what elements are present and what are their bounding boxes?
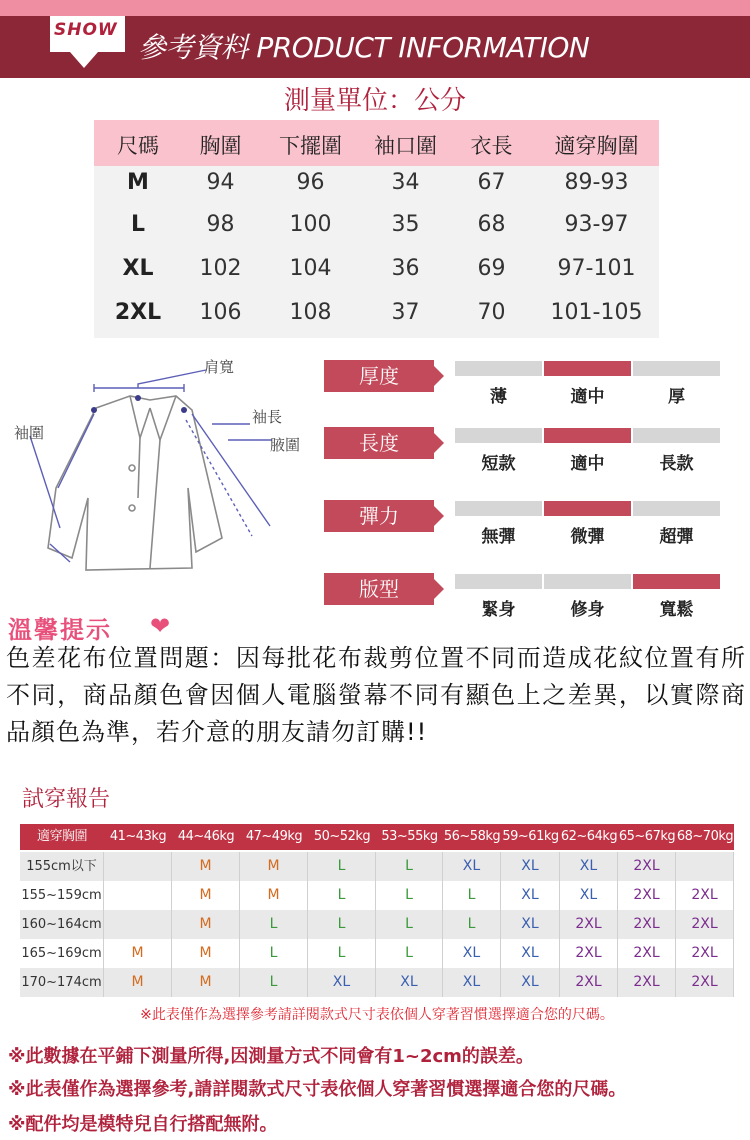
fit-report-row (20, 910, 734, 939)
attribute-label: 長度 (324, 427, 434, 459)
fit-report-size: 2XL (560, 968, 618, 997)
fit-report-size (104, 881, 172, 910)
fit-report-size: L (376, 852, 443, 881)
fit-report-header-cell: 41~43kg (109, 829, 167, 844)
size-value: 102 (199, 256, 242, 281)
fit-report-title: 試穿報告 (22, 787, 111, 812)
size-value: 96 (296, 170, 325, 195)
fit-report-header-cell: 62~64kg (560, 829, 618, 844)
attribute-option: 適中 (570, 387, 605, 407)
fit-report-size (676, 852, 734, 881)
footnote-3: ※配件均是模特兒自行搭配無附。 (8, 1114, 278, 1135)
attribute-option: 短款 (481, 454, 516, 474)
fit-report-size: M (104, 939, 172, 968)
size-table (94, 120, 659, 338)
size-label: M (127, 170, 149, 195)
size-value: 70 (477, 300, 506, 325)
size-value: 37 (391, 300, 420, 325)
size-label: XL (122, 256, 154, 281)
fit-report-size: L (443, 910, 501, 939)
fit-report-size: L (240, 968, 308, 997)
fit-report-header-cell: 65~67kg (618, 829, 676, 844)
attribute-label: 版型 (324, 573, 434, 605)
attribute-option: 緊身 (481, 600, 516, 620)
page-title: 參考資料 PRODUCT INFORMATION (138, 31, 590, 64)
fit-report-size: XL (376, 968, 443, 997)
fit-report-note: ※此表僅作為選擇參考請詳閱款式尺寸表依個人穿著習慣選擇適合您的尺碼。 (140, 1007, 614, 1023)
fit-report-size: XL (560, 881, 618, 910)
unit-caption: 測量單位：公分 (283, 86, 466, 116)
footnote-1: ※此數據在平鋪下測量所得,因測量方式不同會有1~2cm的誤差。 (8, 1046, 534, 1067)
attribute-segment (633, 361, 720, 376)
fit-report-row (20, 968, 734, 997)
show-badge-label: SHOW (54, 20, 118, 40)
size-value: 108 (289, 300, 332, 325)
fit-report-size: L (308, 939, 376, 968)
attribute-option: 薄 (490, 387, 507, 407)
fit-report-size: L (376, 939, 443, 968)
fit-report-size: M (104, 968, 172, 997)
heart-icon: ❤ (150, 612, 171, 640)
fit-report-height: 165~169cm (20, 939, 104, 968)
attribute-segment-selected (544, 428, 631, 443)
fit-report-size: M (172, 968, 240, 997)
attribute-segment (633, 501, 720, 516)
size-value: 34 (391, 170, 420, 195)
attribute-option: 超彈 (659, 527, 694, 547)
tips-body: 色差花布位置問題：因每批花布裁剪位置不同而造成花紋位置有所不同，商品顏色會因個人電腦螢幕不同有顯色上之差異，以實際商品顏色為準，若介意的朋友請勿訂購!! (6, 644, 746, 746)
size-value: 104 (289, 256, 332, 281)
label-shoulder: 肩寬 (204, 358, 235, 376)
fit-report-size: 2XL (676, 910, 734, 939)
size-value: 36 (391, 256, 420, 281)
size-value: 101-105 (550, 300, 643, 325)
size-table-header-cell: 下擺圍 (279, 134, 342, 158)
attribute-segment (633, 428, 720, 443)
fit-report-size: XL (308, 968, 376, 997)
size-value: 89-93 (564, 170, 629, 195)
fit-report-size: XL (443, 852, 501, 881)
fit-report-size: XL (501, 939, 560, 968)
fit-report-row (20, 852, 734, 881)
label-sleeve-length: 袖長 (252, 408, 283, 426)
attribute-segment (455, 428, 542, 443)
fit-report-size: L (308, 881, 376, 910)
size-value: 35 (391, 212, 420, 237)
attribute-segment-selected (544, 361, 631, 376)
fit-report-size: XL (443, 939, 501, 968)
fit-report-size: M (172, 910, 240, 939)
attribute-option: 修身 (570, 600, 605, 620)
attribute-label: 彈力 (324, 500, 434, 532)
fit-report-size: L (308, 910, 376, 939)
size-label: 2XL (114, 300, 162, 325)
size-table-header-cell: 衣長 (470, 134, 513, 158)
fit-report-size: L (376, 910, 443, 939)
fit-report-header-cell: 53~55kg (381, 829, 438, 844)
size-value: 106 (199, 300, 242, 325)
attribute-option: 無彈 (481, 527, 516, 547)
fit-report-size: 2XL (618, 939, 676, 968)
fit-report-row (20, 939, 734, 968)
fit-report-size: 2XL (618, 852, 676, 881)
fit-report-size: L (308, 852, 376, 881)
size-table-header-cell: 適穿胸圍 (554, 134, 639, 158)
attribute-segment (544, 574, 631, 589)
fit-report-size: 2XL (618, 968, 676, 997)
attribute-segment-selected (544, 501, 631, 516)
size-table-header-cell: 胸圍 (199, 134, 242, 158)
size-value: 67 (477, 170, 506, 195)
fit-report (20, 778, 734, 1028)
size-value: 97-101 (557, 256, 636, 281)
fit-report-size: 2XL (676, 881, 734, 910)
fit-report-size: M (240, 852, 308, 881)
fit-report-size: XL (443, 968, 501, 997)
size-value: 68 (477, 212, 506, 237)
size-value: 98 (206, 212, 235, 237)
fit-report-header-cell: 50~52kg (313, 829, 371, 844)
fit-report-size: 2XL (618, 881, 676, 910)
fit-report-size: L (240, 939, 308, 968)
fit-report-size: XL (501, 881, 560, 910)
size-value: 94 (206, 170, 235, 195)
attribute-option: 寬鬆 (659, 600, 694, 620)
fit-report-size: XL (501, 910, 560, 939)
fit-report-size: L (443, 881, 501, 910)
fit-report-size (104, 852, 172, 881)
size-value: 69 (477, 256, 506, 281)
fit-report-size: 2XL (676, 939, 734, 968)
fit-report-size: M (172, 852, 240, 881)
fit-report-height: 155cm以下 (20, 852, 104, 881)
show-badge-pointer (70, 52, 98, 68)
fit-report-size: XL (560, 852, 618, 881)
tips-title: 溫馨提示 (8, 616, 112, 644)
attribute-option: 適中 (570, 454, 605, 474)
fit-report-size: 2XL (560, 910, 618, 939)
fit-report-size (104, 910, 172, 939)
label-cuff: 袖圍 (14, 424, 45, 442)
size-table-header-cell: 袖口圍 (374, 134, 437, 158)
top-pink-band (0, 0, 750, 16)
label-armpit: 腋圍 (270, 436, 301, 454)
size-value: 93-97 (564, 212, 629, 237)
jacket-illustration (0, 348, 320, 588)
fit-report-size: 2XL (676, 968, 734, 997)
fit-report-size: XL (501, 968, 560, 997)
fit-report-header-cell: 59~61kg (502, 829, 559, 844)
fit-report-header-cell: 68~70kg (676, 829, 734, 844)
fit-report-header-cell: 56~58kg (443, 829, 501, 844)
fit-report-row (20, 881, 734, 910)
attribute-label: 厚度 (324, 360, 434, 392)
size-table-header-cell: 尺碼 (117, 134, 159, 158)
fit-report-height: 170~174cm (20, 968, 104, 997)
fit-report-size: M (172, 939, 240, 968)
attribute-segment-selected (633, 574, 720, 589)
attribute-segment (455, 361, 542, 376)
fit-report-size: L (376, 881, 443, 910)
fit-report-header-cell: 44~46kg (177, 829, 235, 844)
fit-report-height: 160~164cm (20, 910, 104, 939)
size-label: L (130, 212, 146, 237)
attribute-segment (455, 501, 542, 516)
fit-report-size: M (172, 881, 240, 910)
attribute-segment (455, 574, 542, 589)
fit-report-height: 155~159cm (20, 881, 104, 910)
size-value: 100 (289, 212, 332, 237)
attribute-option: 微彈 (570, 527, 605, 547)
fit-report-size: 2XL (560, 939, 618, 968)
fit-report-header-cell: 適穿胸圍 (36, 829, 87, 844)
jacket-measure-diagram (0, 348, 320, 588)
fit-report-size: M (240, 881, 308, 910)
fit-report-size: L (240, 910, 308, 939)
fit-report-size: 2XL (618, 910, 676, 939)
fit-report-size: XL (501, 852, 560, 881)
footnote-2: ※此表僅作為選擇參考,請詳閱款式尺寸表依個人穿著習慣選擇適合您的尺碼。 (8, 1079, 627, 1100)
attribute-option: 長款 (659, 454, 694, 474)
fit-report-header-cell: 47~49kg (245, 829, 303, 844)
attribute-option: 厚 (668, 387, 685, 407)
